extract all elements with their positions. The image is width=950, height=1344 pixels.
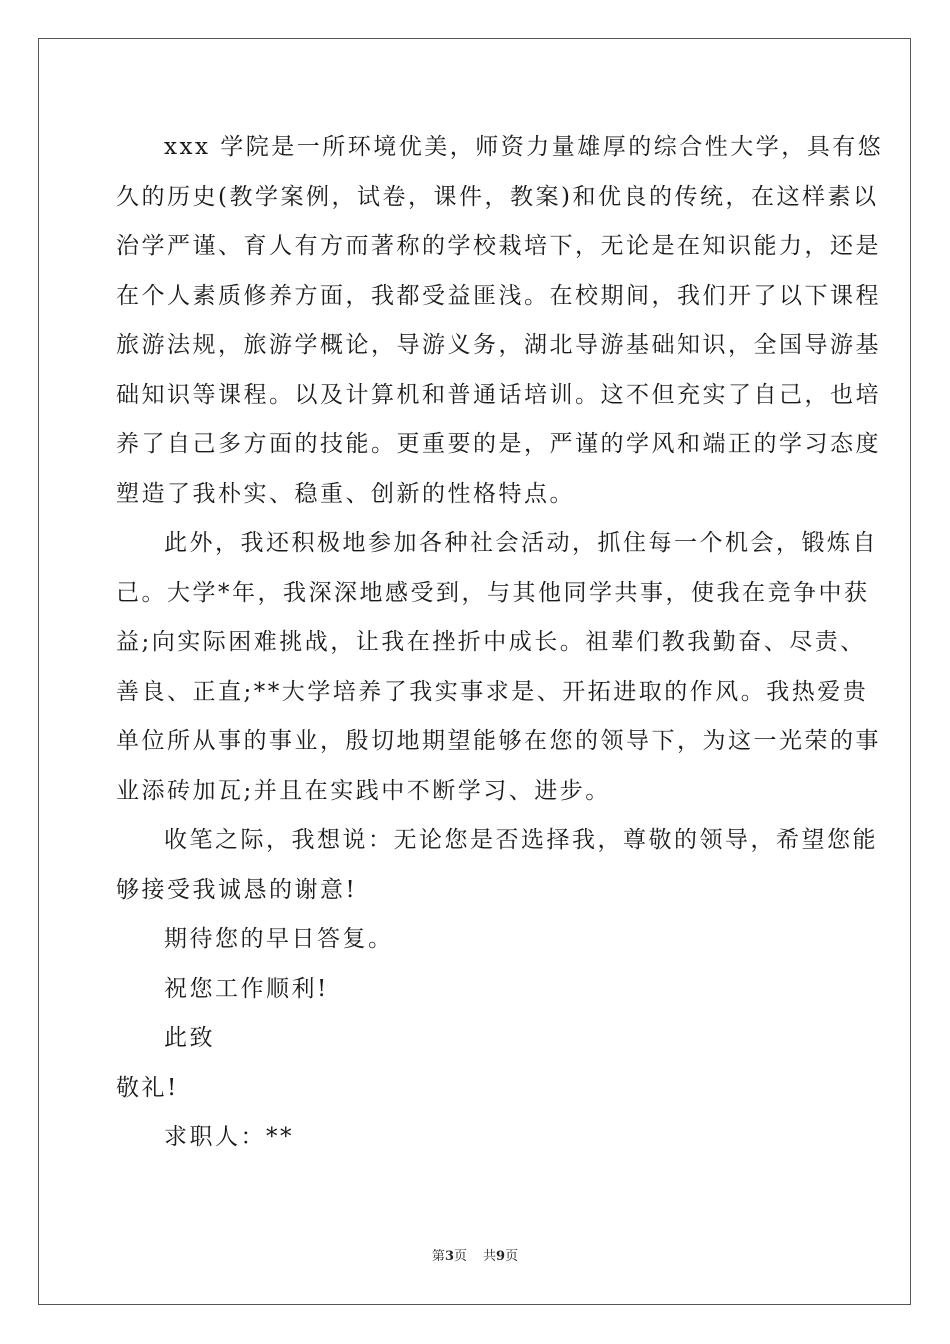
- p2-line-6: 业添砖加瓦;并且在实践中不断学习、进步。: [116, 777, 611, 804]
- p1-line-4: 在个人素质修养方面，我都受益匪浅。在校期间，我们开了以下课程: [116, 282, 881, 309]
- closing-wish: 祝您工作顺利!: [164, 975, 329, 1002]
- p3-line-2: 够接受我诚恳的谢意!: [116, 876, 358, 903]
- p1-line-5: 旅游法规，旅游学概论，导游义务，湖北导游基础知识，全国导游基: [116, 332, 881, 358]
- p2-line-5: 单位所从事的事业，殷切地期望能够在您的领导下，为这一光荣的事: [116, 728, 881, 754]
- page-total: 9: [496, 1249, 506, 1264]
- closing-jingli: 敬礼!: [116, 1074, 179, 1101]
- p2-line-1: 此外，我还积极地参加各种社会活动，抓住每一个机会，锻炼自: [164, 530, 878, 556]
- p1-line-7: 养了自己多方面的技能。更重要的是，严谨的学风和端正的学习态度: [116, 431, 881, 457]
- p1-line-1: xxx 学院是一所环境优美，师资力量雄厚的综合性大学，具有悠: [164, 134, 884, 160]
- p1-line-3: 治学严谨、育人有方而著称的学校栽培下，无论是在知识能力，还是: [116, 233, 881, 259]
- p1-line-8: 塑造了我朴实、稳重、创新的性格特点。: [116, 480, 575, 507]
- page-prefix: 第: [431, 1249, 445, 1264]
- p1-line-6: 础知识等课程。以及计算机和普通话培训。这不但充实了自己，也培: [116, 381, 881, 408]
- signature: 求职人：**: [164, 1124, 294, 1150]
- page-suffix: 页: [453, 1249, 467, 1264]
- total-suffix: 页: [505, 1249, 519, 1264]
- p2-line-2: 己。大学*年，我深深地感受到，与其他同学共事，使我在竞争中获: [116, 579, 870, 606]
- p2-line-4: 善良、正直;**大学培养了我实事求是、开拓进取的作风。我热爱贵: [116, 678, 869, 705]
- page-footer: [0, 1245, 950, 1264]
- p3-line-1: 收笔之际，我想说：无论您是否选择我，尊敬的领导，希望您能: [164, 827, 878, 853]
- p1-line-2: 久的历史(教学案例，试卷，课件，教案)和优良的传统，在这样素以: [116, 183, 879, 210]
- page-current: 3: [444, 1249, 454, 1264]
- letter-body: [116, 123, 884, 1163]
- p2-line-3: 益;向实际困难挑战，让我在挫折中成长。祖辈们教我勤奋、尽责、: [116, 629, 866, 655]
- closing-zhi: 此致: [164, 1025, 215, 1051]
- total-prefix: 共: [483, 1249, 497, 1264]
- closing-expect: 期待您的早日答复。: [164, 926, 394, 952]
